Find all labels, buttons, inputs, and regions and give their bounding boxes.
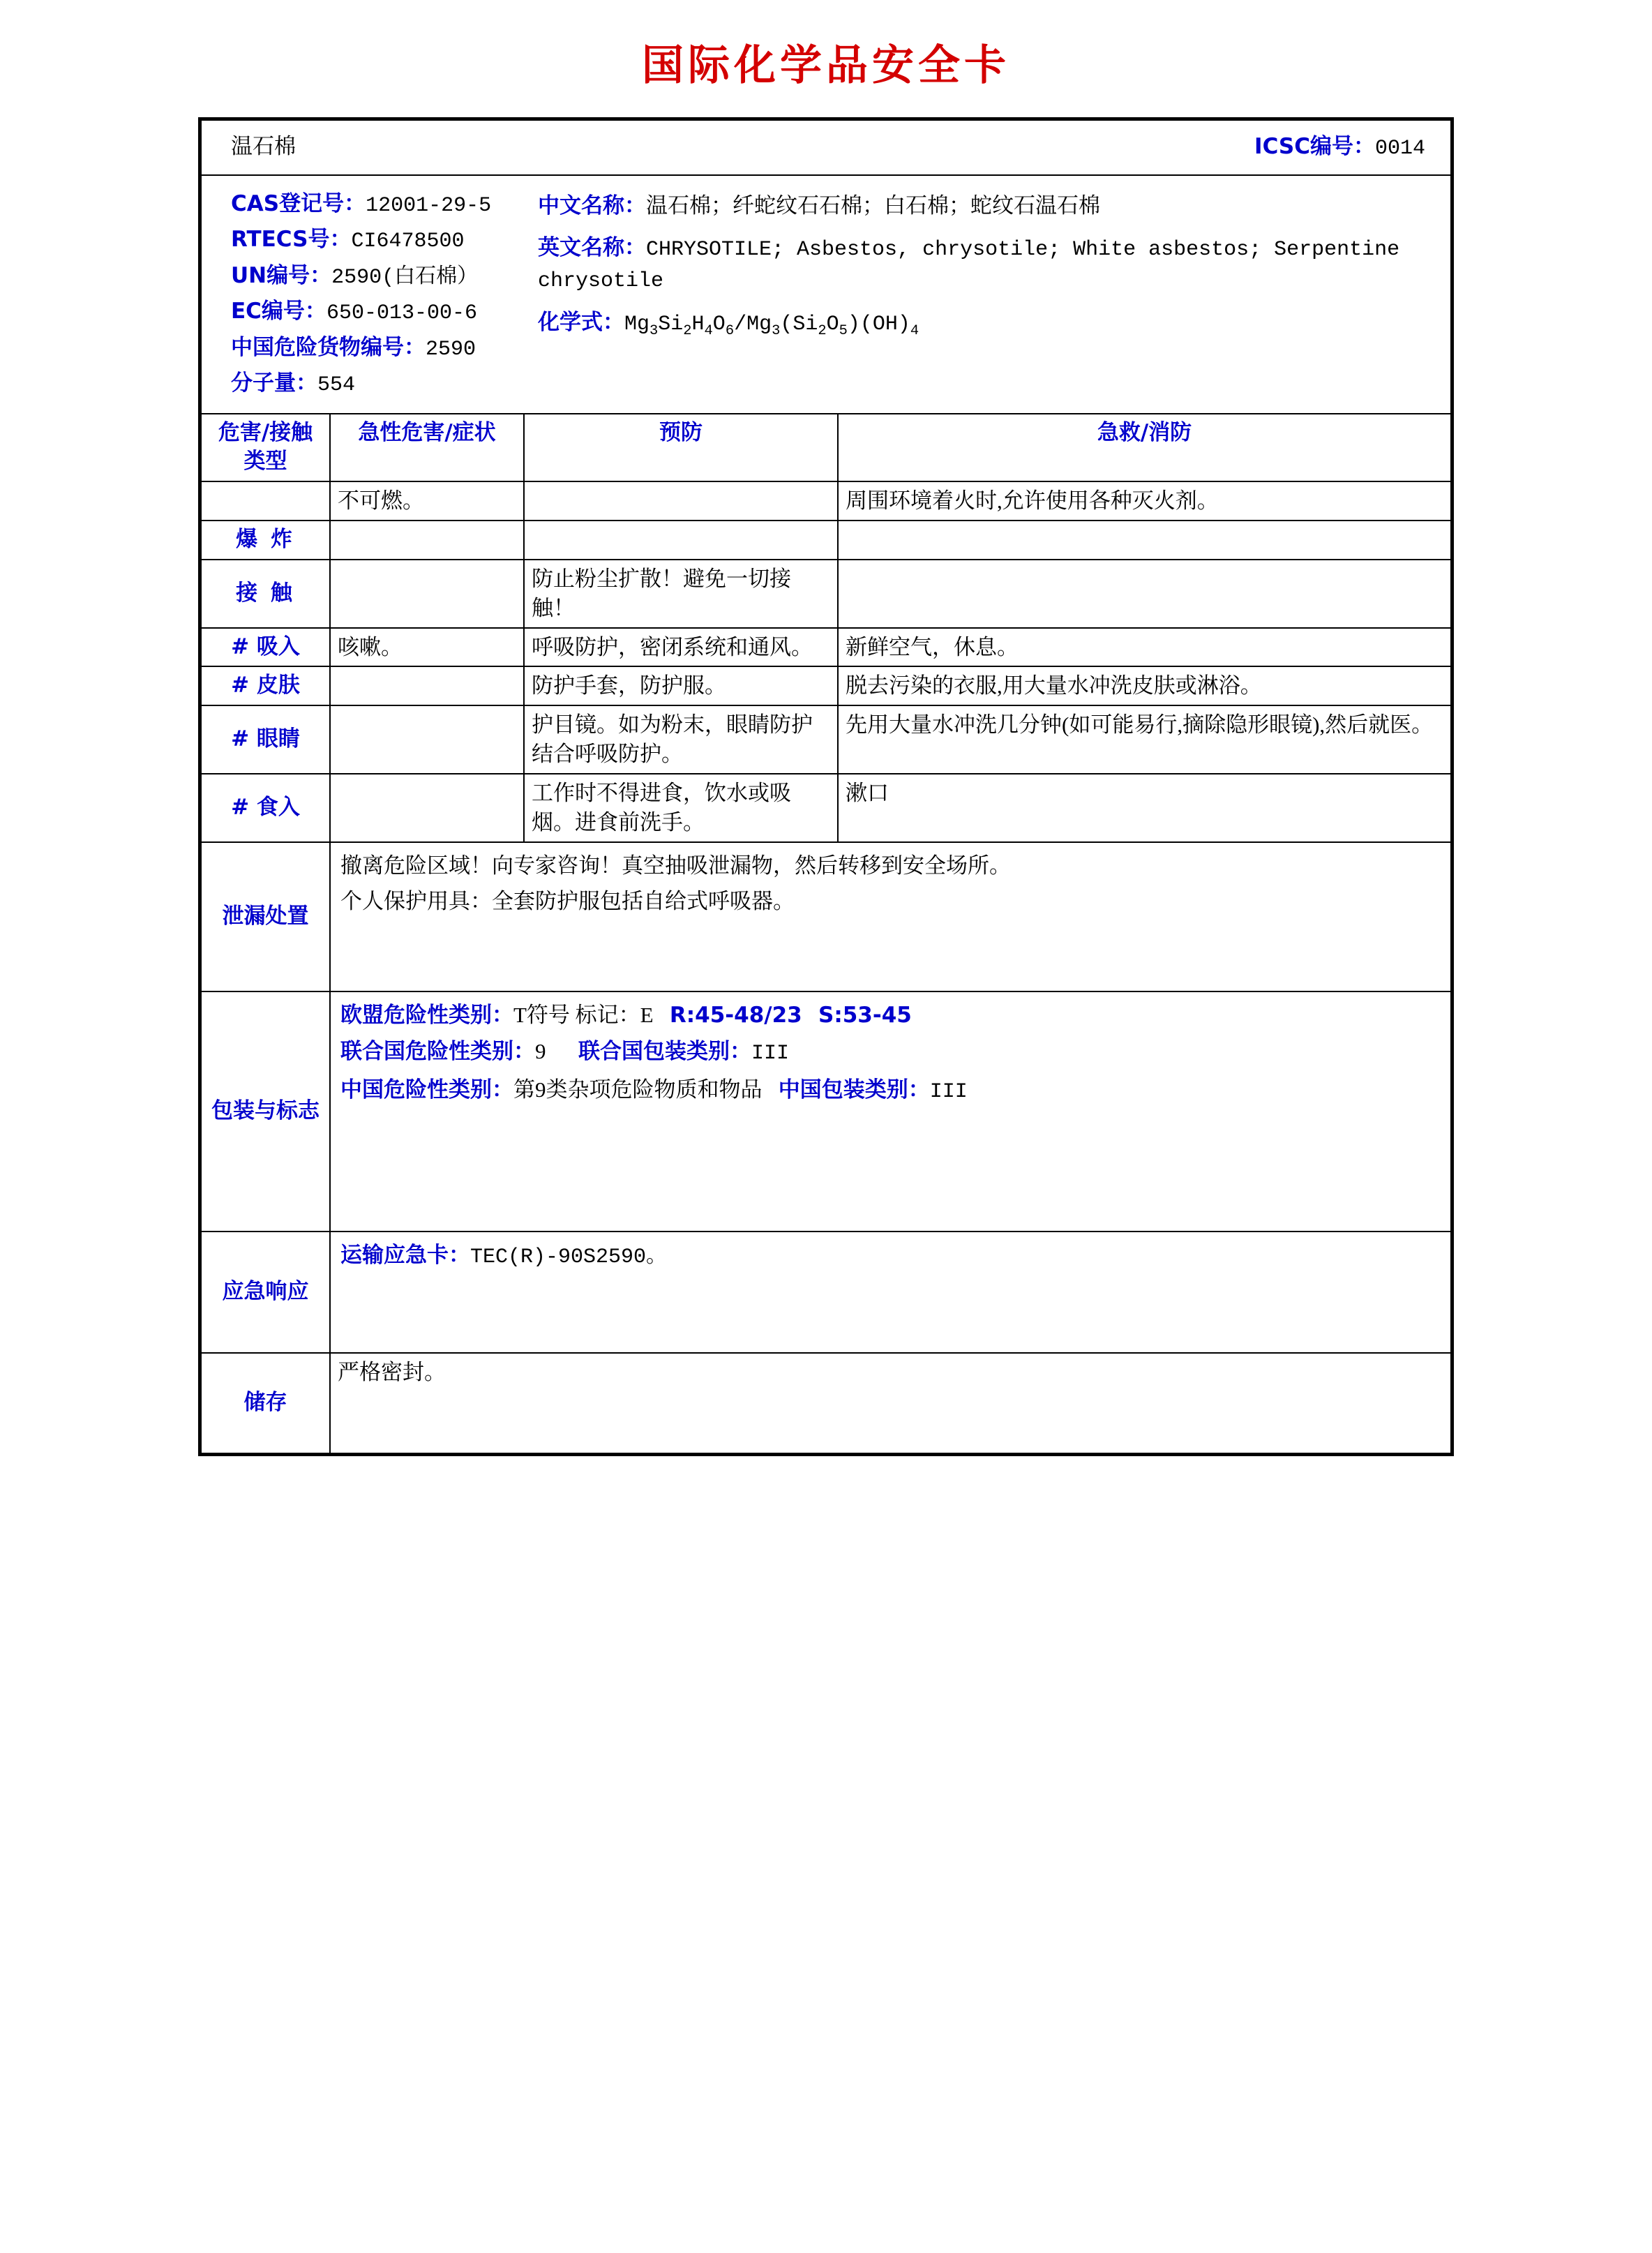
emergency-row	[201, 1232, 1451, 1353]
chinese-name-value: 温石棉；纤蛇纹石石棉；白石棉；蛇纹石温石棉	[646, 193, 1100, 218]
id-line-cas	[231, 189, 517, 220]
row-symptoms-skin	[330, 666, 524, 705]
chinese-name-line	[538, 191, 1429, 221]
eu-s-phrases: S:53-45	[818, 1002, 912, 1028]
english-name-line	[538, 233, 1429, 295]
table-row	[201, 628, 1451, 667]
mw-value: 554	[317, 373, 356, 397]
eu-hazard-class-value: T符号 标记：E	[513, 1002, 654, 1027]
english-name-value: CHRYSOTILE; Asbestos, chrysotile; White asbestos; Serpentine chrysotile	[538, 238, 1400, 293]
emergency-content	[330, 1232, 1451, 1353]
mw-label: 分子量：	[231, 370, 317, 396]
formula-value: $Mg_3Si_2H_4O_6/Mg_3(Si_2O_5)(OH)_4$	[624, 313, 919, 340]
spillage-content	[330, 842, 1451, 991]
un-hazard-class-value: 9	[535, 1039, 546, 1064]
row-firstaid-inhalation: 新鲜空气，休息。	[838, 628, 1451, 667]
table-row	[201, 774, 1451, 842]
row-symptoms-inhalation: 咳嗽。	[330, 628, 524, 667]
row-label-exposure: 接 触	[201, 560, 330, 628]
row-label-eyes: # 眼睛	[201, 705, 330, 774]
row-label-explosion: 爆 炸	[201, 521, 330, 560]
row-firstaid-explosion	[838, 521, 1451, 560]
cn-goods-label: 中国危险货物编号：	[231, 334, 426, 360]
row-firstaid-ingestion: 漱口	[838, 774, 1451, 842]
un-packing-group-label: 联合国包装类别：	[578, 1039, 751, 1065]
id-line-un	[231, 261, 517, 292]
icsc-label: ICSC编号：	[1254, 134, 1375, 159]
transport-card-value: TEC(R)-90S2590。	[470, 1245, 668, 1269]
cn-class-line	[340, 1075, 1441, 1107]
table-row	[201, 521, 1451, 560]
cn-hazard-class-value: 第9类杂项危险物质和物品	[513, 1077, 763, 1102]
row-prevention-explosion	[524, 521, 838, 560]
storage-content: 严格密封。	[330, 1353, 1451, 1453]
cn-packing-group-value: III	[929, 1079, 968, 1104]
row-symptoms-exposure	[330, 560, 524, 628]
col-header-prevention: 预防	[524, 414, 838, 482]
row-label-spillage: 泄漏处置	[201, 842, 330, 991]
row-symptoms-explosion	[330, 521, 524, 560]
formula-label: 化学式：	[538, 310, 624, 336]
row-label-inhalation: # 吸入	[201, 628, 330, 667]
rtecs-value: CI6478500	[351, 230, 465, 253]
row-prevention-exposure: 防止粉尘扩散！避免一切接触！	[524, 560, 838, 628]
transport-card-label: 运输应急卡：	[340, 1242, 470, 1268]
row-prevention-skin: 防护手套，防护服。	[524, 666, 838, 705]
eu-hazard-class-line	[340, 1001, 1441, 1031]
row-firstaid-skin: 脱去污染的衣服,用大量水冲洗皮肤或淋浴。	[838, 666, 1451, 705]
row-label-storage: 储存	[201, 1353, 330, 1453]
id-line-ec	[231, 297, 517, 328]
table-row	[201, 481, 1451, 521]
row-label-fire	[201, 481, 330, 521]
icsc-value: 0014	[1374, 137, 1425, 160]
packaging-content	[330, 991, 1451, 1232]
id-line-molecular-weight	[231, 368, 517, 400]
id-line-cn-dangerous-goods	[231, 333, 517, 364]
col-header-hazard-type: 危害/接触类型	[201, 414, 330, 482]
row-prevention-eyes: 护目镜。如为粉末，眼睛防护结合呼吸防护。	[524, 705, 838, 774]
row-prevention-ingestion: 工作时不得进食，饮水或吸烟。进食前洗手。	[524, 774, 838, 842]
transport-emergency-card-line	[340, 1241, 1441, 1272]
row-symptoms-ingestion	[330, 774, 524, 842]
row-prevention-inhalation: 呼吸防护，密闭系统和通风。	[524, 628, 838, 667]
cn-hazard-class-label: 中国危险性类别：	[340, 1077, 513, 1102]
spillage-line-1: 撤离危险区域！向专家咨询！真空抽吸泄漏物，然后转移到安全场所。	[340, 853, 1011, 878]
icsc-number-cell	[524, 120, 1451, 175]
ec-label: EC编号：	[231, 299, 326, 324]
cas-value: 12001-29-5	[366, 193, 492, 218]
table-row	[201, 666, 1451, 705]
spillage-line-2: 个人保护用具：全套防护服包括自给式呼吸器。	[340, 889, 795, 914]
table-row	[201, 705, 1451, 774]
ec-value: 650-013-00-6	[326, 301, 477, 325]
un-value: 2590(白石棉）	[331, 265, 479, 290]
row-prevention-fire	[524, 481, 838, 521]
english-name-label: 英文名称：	[538, 235, 646, 261]
row-label-packaging: 包装与标志	[201, 991, 330, 1232]
chinese-name-label: 中文名称：	[538, 193, 646, 218]
un-hazard-class-label: 联合国危险性类别：	[340, 1039, 535, 1065]
storage-row	[201, 1353, 1451, 1453]
row-label-ingestion: # 食入	[201, 774, 330, 842]
cas-label: CAS登记号：	[231, 190, 366, 216]
header-row	[201, 120, 1451, 175]
eu-r-phrases: R:45-48/23	[669, 1002, 802, 1028]
row-symptoms-eyes	[330, 705, 524, 774]
un-class-line	[340, 1037, 1441, 1068]
rtecs-label: RTECS号：	[231, 227, 352, 252]
row-label-emergency: 应急响应	[201, 1232, 330, 1353]
un-label: UN编号：	[231, 262, 332, 288]
packaging-row	[201, 991, 1451, 1232]
formula-line	[538, 308, 1429, 341]
un-packing-group-value: III	[751, 1042, 790, 1066]
row-symptoms-fire: 不可燃。	[330, 481, 524, 521]
table-row	[201, 560, 1451, 628]
substance-name: 温石棉	[201, 120, 524, 175]
row-label-skin: # 皮肤	[201, 666, 330, 705]
names-cell	[524, 175, 1451, 414]
col-header-symptoms: 急性危害/症状	[330, 414, 524, 482]
col-header-firstaid: 急救/消防	[838, 414, 1451, 482]
cn-goods-value: 2590	[426, 337, 476, 361]
icsc-card	[198, 117, 1454, 1456]
identification-cell	[201, 175, 524, 414]
column-header-row	[201, 414, 1451, 482]
row-firstaid-eyes: 先用大量水冲洗几分钟(如可能易行,摘除隐形眼镜),然后就医。	[838, 705, 1451, 774]
cn-packing-group-label: 中国包装类别：	[778, 1077, 930, 1102]
icsc-page	[0, 32, 1652, 2253]
icsc-table	[200, 119, 1452, 1454]
spillage-row	[201, 842, 1451, 991]
id-line-rtecs	[231, 225, 517, 256]
row-firstaid-exposure	[838, 560, 1451, 628]
page-title: 国际化学品安全卡	[642, 41, 1010, 90]
row-firstaid-fire: 周围环境着火时,允许使用各种灭火剂。	[838, 481, 1451, 521]
identification-row	[201, 175, 1451, 414]
eu-hazard-class-label: 欧盟危险性类别：	[340, 1002, 513, 1028]
